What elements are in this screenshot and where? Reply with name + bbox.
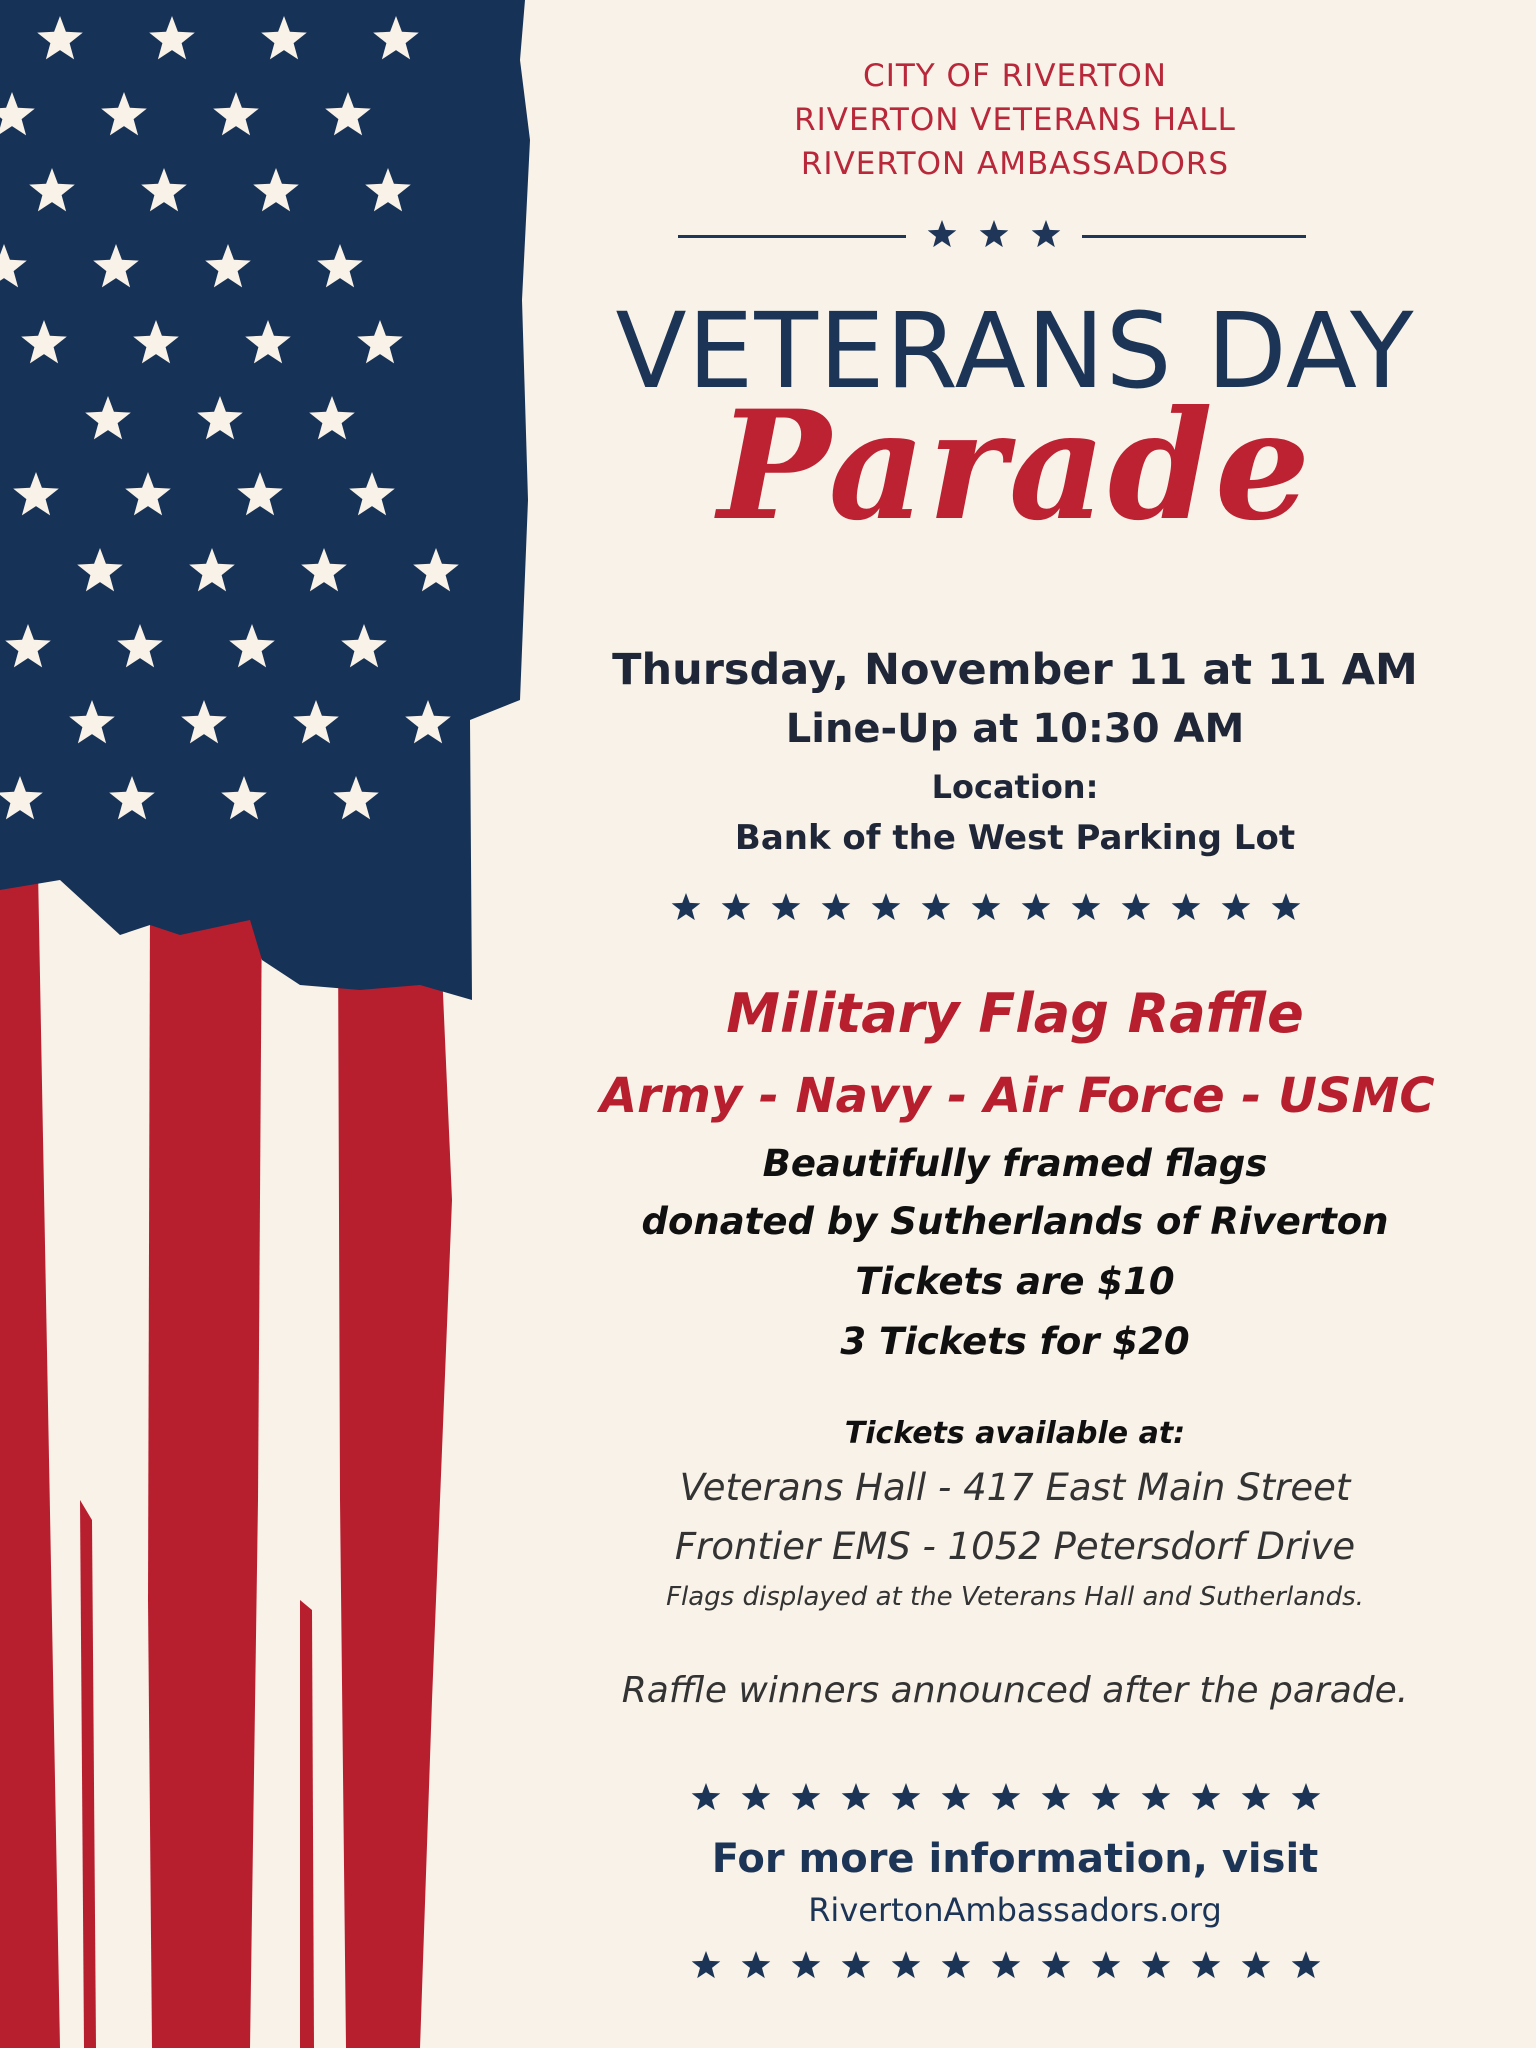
raffle-desc-2: donated by Sutherlands of Riverton [641, 1200, 1389, 1243]
raffle-winners-note: Raffle winners announced after the parade. [621, 1670, 1409, 1711]
star-icon [942, 1951, 971, 1978]
flags-display-note: Flags displayed at the Veterans Hall and Sutherlands. [666, 1582, 1364, 1612]
ticket-location-2: Frontier EMS - 1052 Petersdorf Drive [674, 1525, 1356, 1568]
star-icon [1242, 1951, 1271, 1978]
star-row-3 [690, 1946, 1340, 1986]
raffle-desc-1: Beautifully framed flags [762, 1142, 1268, 1185]
event-location: Bank of the West Parking Lot [734, 818, 1296, 858]
star-icon [692, 1951, 721, 1978]
org-name-ambassadors: RIVERTON AMBASSADORS [800, 146, 1230, 182]
location-label: Location: [931, 768, 1099, 806]
tickets-available-label: Tickets available at: [844, 1416, 1186, 1451]
star-icon [892, 1951, 921, 1978]
star-icon [792, 1951, 821, 1978]
star-icon [742, 1951, 771, 1978]
star-icon [1042, 1951, 1071, 1978]
ticket-price-bundle: 3 Tickets for $20 [840, 1320, 1190, 1363]
star-icon [1092, 1951, 1121, 1978]
more-info-text: For more information, visit [711, 1836, 1319, 1882]
star-icon [992, 1951, 1021, 1978]
star-icon [1142, 1951, 1171, 1978]
org-name-city: CITY OF RIVERTON [863, 58, 1167, 94]
american-flag-graphic [0, 0, 560, 2048]
raffle-title: Military Flag Raffle [726, 982, 1304, 1045]
org-name-veterans-hall: RIVERTON VETERANS HALL [794, 102, 1236, 138]
star-icon [1192, 1951, 1221, 1978]
title-parade: Parade [717, 378, 1313, 554]
event-lineup: Line-Up at 10:30 AM [785, 706, 1245, 752]
ticket-location-1: Veterans Hall - 417 East Main Street [679, 1466, 1351, 1509]
star-icon [1292, 1951, 1321, 1978]
ticket-price-single: Tickets are $10 [855, 1260, 1175, 1303]
website-link[interactable]: RivertonAmbassadors.org [808, 1891, 1222, 1929]
title-veterans-day: VETERANS DAY [615, 290, 1415, 412]
raffle-branches: Army - Navy - Air Force - USMC [600, 1068, 1435, 1124]
event-date-time: Thursday, November 11 at 11 AM [612, 645, 1418, 695]
star-icon [842, 1951, 871, 1978]
